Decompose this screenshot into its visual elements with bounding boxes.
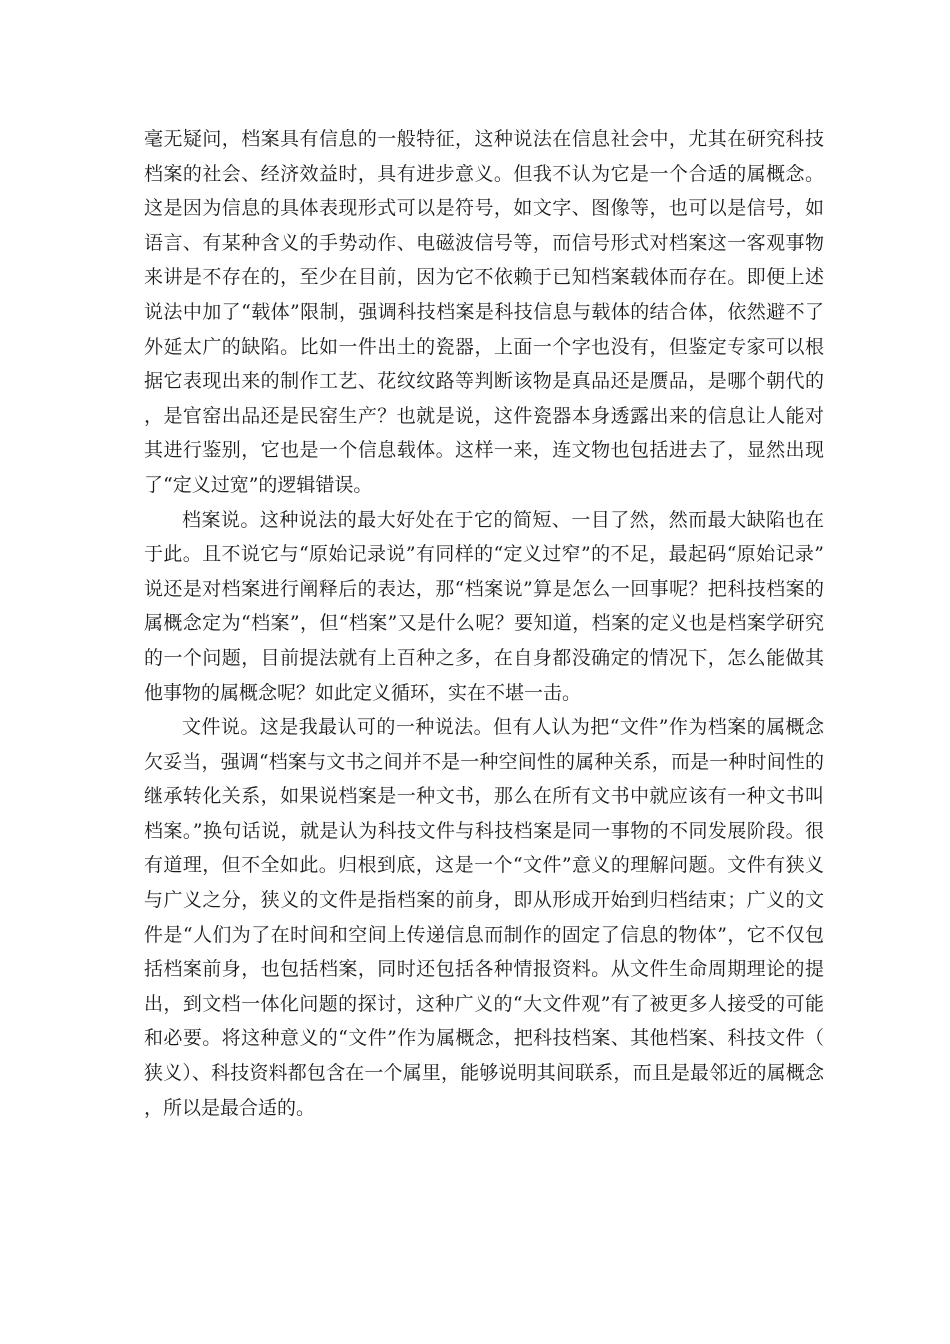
paragraph-archive-theory: 档案说。这种说法的最大好处在于它的简短、一目了然，然而最大缺陷也在于此。且不说它与“原始记录说”有同样的“定义过窄”的不足，最起码“原始记录”说还是对档案进行阐释后的表达，那“档案说”算是怎么一回事呢？把科技档案的属概念定为“档案”，但“档案”又是什么呢？要知道，档案的定义也是档案学研究的一个问题，目前提法就有上百种之多，在自身都没确定的情况下，怎么能做其他事物的属概念呢？如此定义循环，实在不堪一击。: [144, 508, 824, 704]
body-text: [144, 122, 824, 1125]
paragraph-information-theory: 毫无疑问，档案具有信息的一般特征，这种说法在信息社会中，尤其在研究科技档案的社会、经济效益时，具有进步意义。但我不认为它是一个合适的属概念。这是因为信息的具体表现形式可以是符号，如文字、图像等，也可以是信号，如语言、有某种含义的手势动作、电磁波信号等，而信号形式对档案这一客观事物来讲是不存在的，至少在目前，因为它不依赖于已知档案载体而存在。即便上述说法中加了“载体”限制，强调科技档案是科技信息与载体的结合体，依然避不了外延太广的缺陷。比如一件出土的瓷器，上面一个字也没有，但鉴定专家可以根据它表现出来的制作工艺、花纹纹路等判断该物是真品还是赝品，是哪个朝代的，是官窑出品还是民窑生产？也就是说，这件瓷器本身透露出来的信息让人能对其进行鉴别，它也是一个信息载体。这样一来，连文物也包括进去了，显然出现了“定义过宽”的逻辑错误。: [144, 128, 824, 496]
paragraph-document-theory: 文件说。这是我最认可的一种说法。但有人认为把“文件”作为档案的属概念欠妥当，强调“档案与文书之间并不是一种空间性的属种关系，而是一种时间性的继承转化关系，如果说档案是一种文书，那么在所有文书中就应该有一种文书叫档案。”换句话说，就是认为科技文件与科技档案是同一事物的不同发展阶段。很有道理，但不全如此。归根到底，这是一个“文件”意义的理解问题。文件有狭义与广义之分，狭义的文件是指档案的前身，即从形成开始到归档结束；广义的文件是“人们为了在时间和空间上传递信息而制作的固定了信息的物体”，它不仅包括档案前身，也包括档案，同时还包括各种情报资料。从文件生命周期理论的提出，到文档一体化问题的探讨，这种广义的“大文件观”有了被更多人接受的可能和必要。将这种意义的“文件”作为属概念，把科技档案、其他档案、科技文件（狭义）、科技资料都包含在一个属里，能够说明其间联系，而且是最邻近的属概念，所以是最合适的。: [144, 716, 824, 1119]
